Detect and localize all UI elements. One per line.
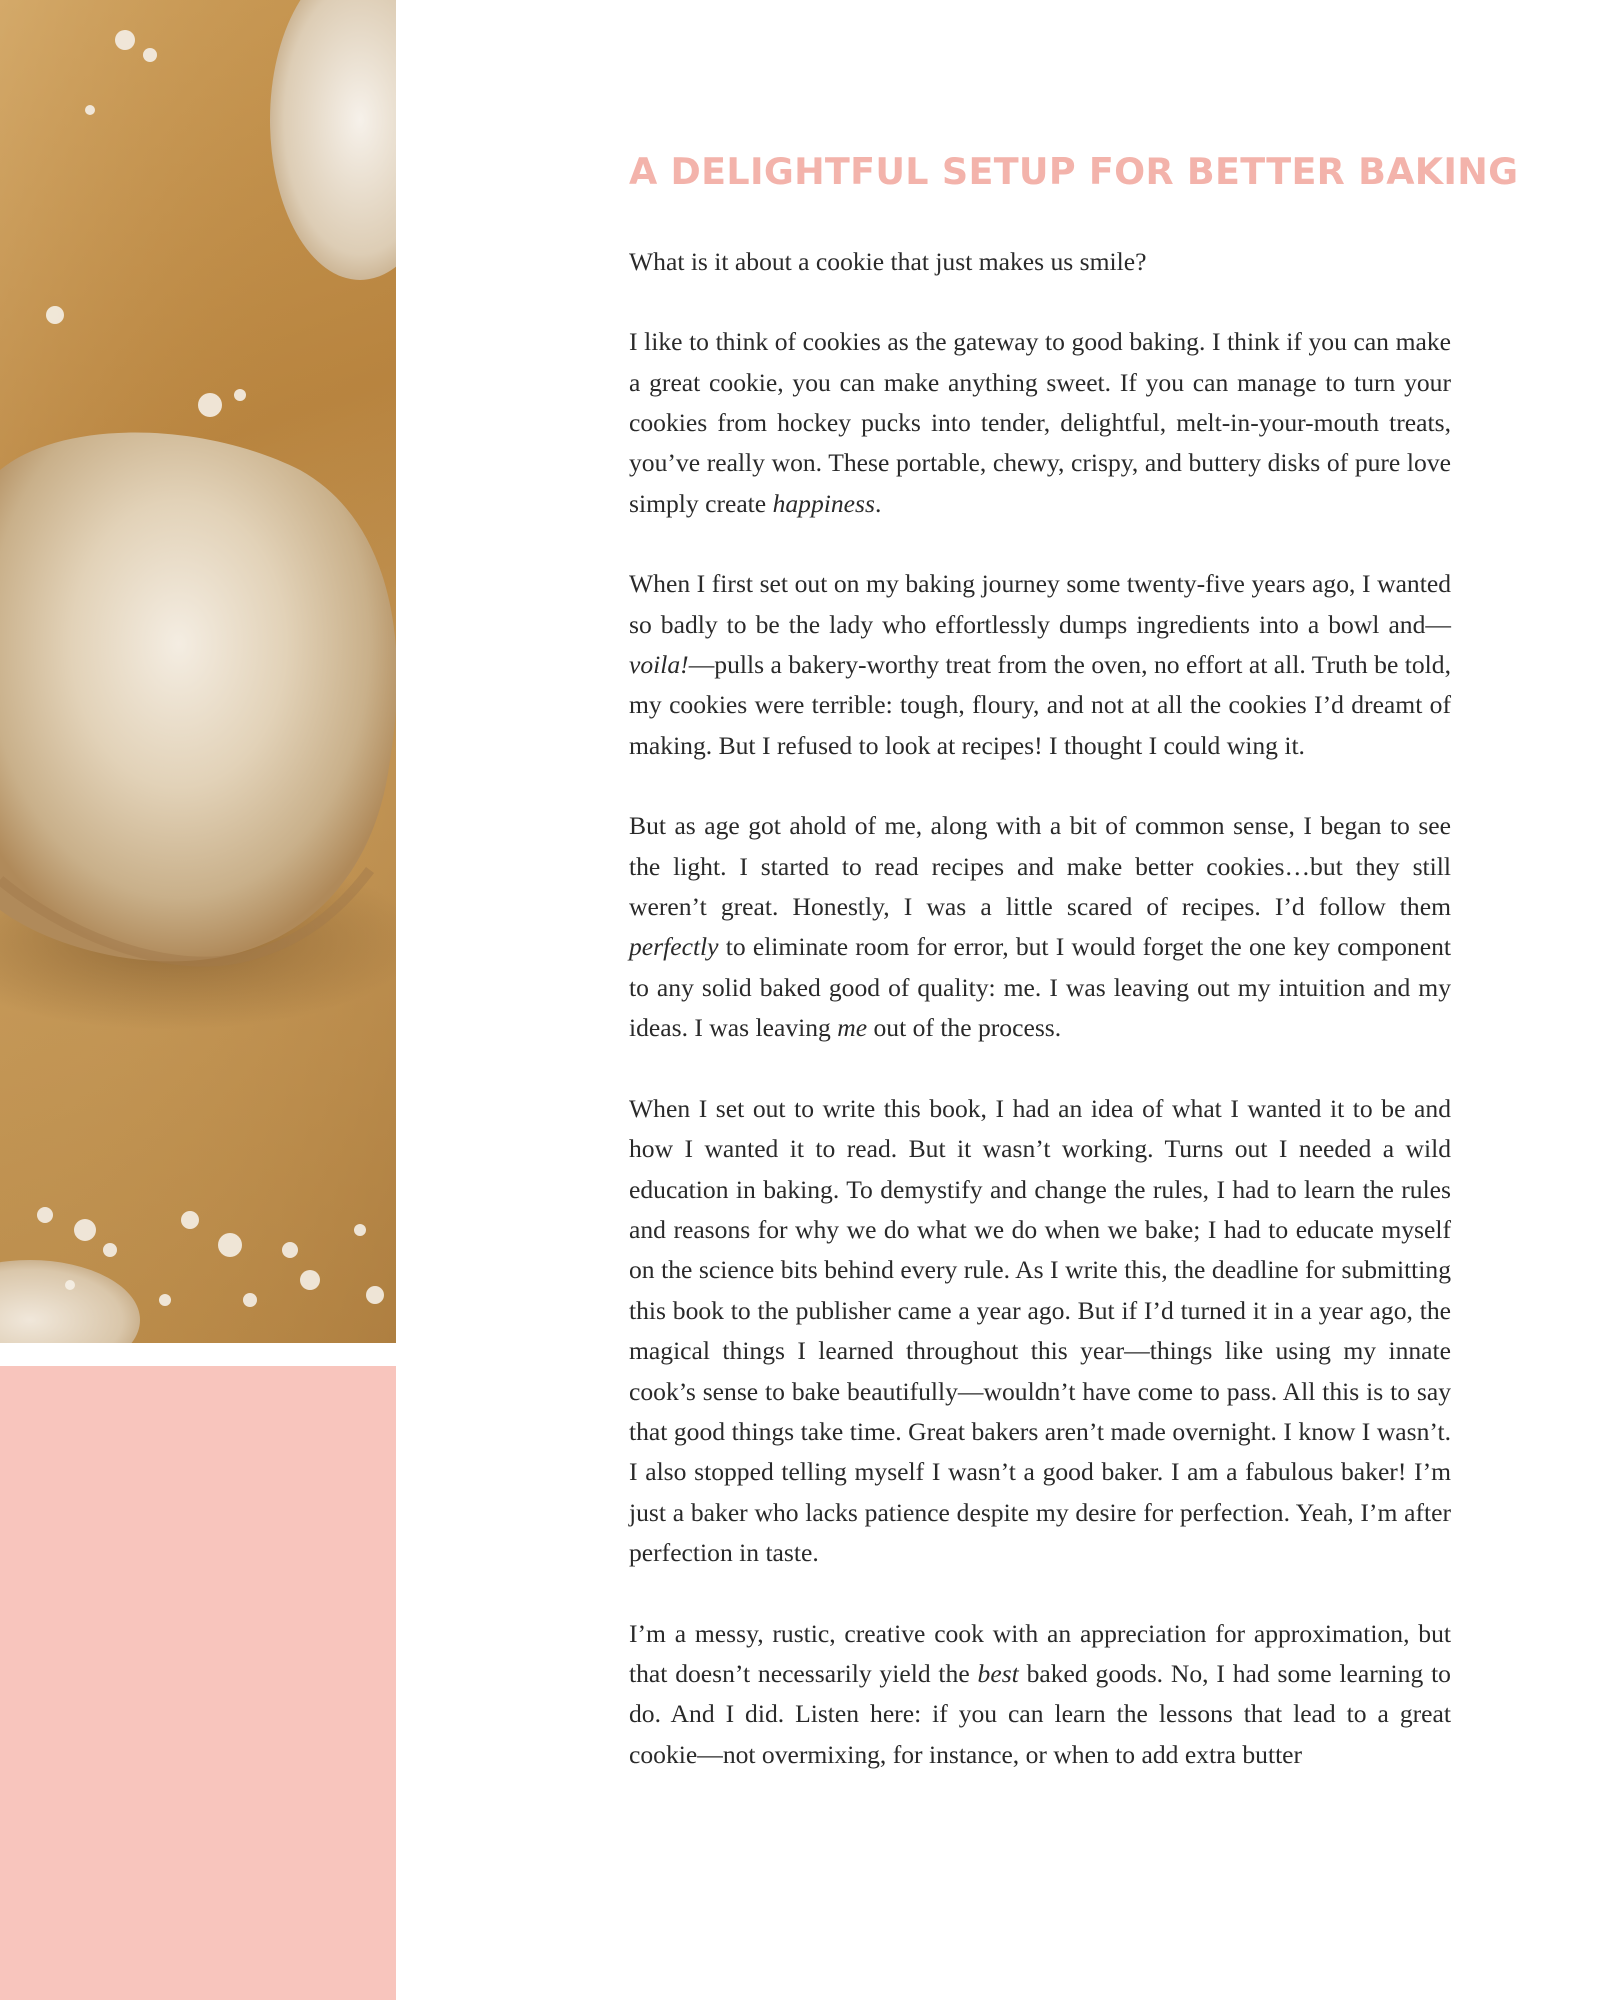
emphasis: perfectly	[629, 932, 719, 962]
paragraph: When I set out to write this book, I had an idea of what I wanted it to be and how I wanted it to read. But it wasn’t working. Turns out I needed a wild education in baking. To demystify and change the rules, I had to learn the rules and reasons for why we do what we do when we bake; I had to educate myself on the science bits behind every rule. As I write this, the deadline for submitting this book to the publisher came a year ago. But if I’d turned it in a year ago, the magical things I learned throughout this year—things like using my innate cook’s sense to bake beautifully—wouldn’t have come to pass. All this is to say that good things take time. Great bakers aren’t made overnight. I know I wasn’t. I also stopped telling myself I wasn’t a good baker. I am a fabulous baker! I’m just a baker who lacks patience despite my desire for perfection. Yeah, I’m after perfection in taste.	[629, 1093, 1451, 1568]
paragraph: But as age got ahold of me, along with a bit of common sense, I began to see the light. I started to read recipes and make better cookies…but they still weren’t great. Honestly, I was a little scared of recipes. I’d follow them perfectly to eliminate room for error, but I would forget the one key component to any solid baked good of quality: me. I was leaving out my intuition and my ideas. I was leaving me out of the process.	[629, 811, 1451, 1043]
paragraph: I like to think of cookies as the gateway to good baking. I think if you can make a great cookie, you can make anything sweet. If you can manage to turn your cookies from hockey pucks into tender, delightful, melt-in-your-mouth treats, you’ve really won. These portable, chewy, crispy, and buttery disks of pure love simply create happiness.	[629, 327, 1451, 518]
emphasis: happiness	[772, 488, 875, 518]
emphasis: voila!	[629, 650, 689, 680]
article-body	[629, 150, 1519, 1815]
paragraph: When I first set out on my baking journey some twenty-five years ago, I wanted so badly to be the lady who effortlessly dumps ingredients into a bowl and—voila!—pulls a bakery-worthy treat from the oven, no effort at all. Truth be told, my cookies were terrible: tough, floury, and not at all the cookies I’d dreamt of making. But I refused to look at recipes! I thought I could wing it.	[629, 569, 1451, 760]
emphasis: best	[977, 1658, 1019, 1688]
emphasis: me	[837, 1013, 868, 1043]
paragraph: I’m a messy, rustic, creative cook with an appreciation for approximation, but that doesn’t necessarily yield the best baked goods. No, I had some learning to do. And I did. Listen here: if you can learn the lessons that lead to a great cookie—not overmixing, for instance, or when to add extra butter	[629, 1618, 1451, 1769]
pink-accent-block	[0, 1366, 396, 2000]
page-heading: A DELIGHTFUL SETUP FOR BETTER BAKING	[629, 150, 1519, 193]
paragraph: What is it about a cookie that just makes us smile?	[629, 246, 1147, 276]
cookie-photo	[0, 0, 396, 1343]
